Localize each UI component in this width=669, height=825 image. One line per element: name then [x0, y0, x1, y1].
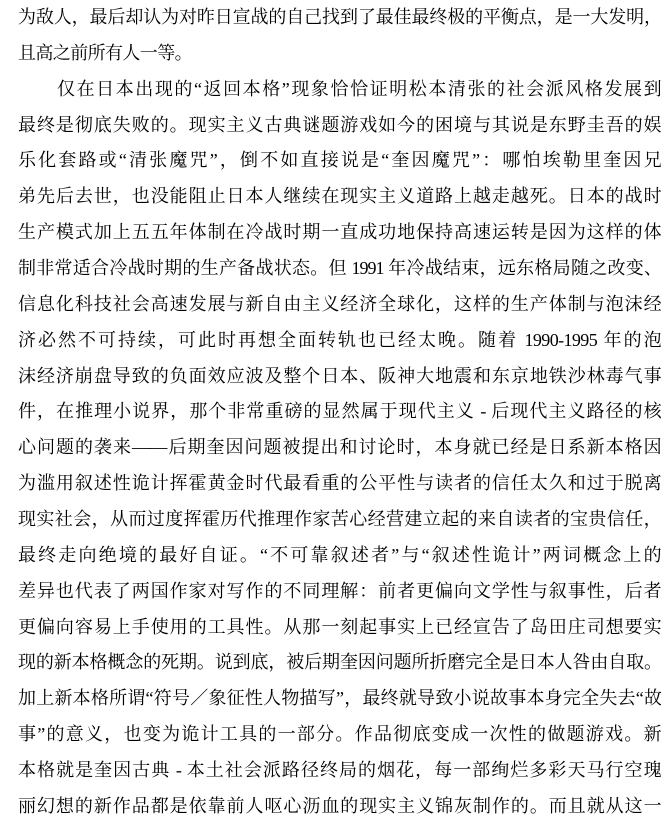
text-line: 信息化科技社会高速发展与新自由主义经济全球化，这样的生产体制与泡沫经: [18, 293, 661, 314]
text-line: 现实社会，从而过度挥霍历代推理作家苦心经营建立起的来自读者的宝贵信任，: [18, 509, 661, 530]
text-line: 更偏向容易上手使用的工具性。从那一刻起事实上已经宣告了岛田庄司想要实: [18, 616, 661, 637]
text-line: 济必然不可持续，可此时再想全面转轨也已经太晚。随着 1990-1995 年的泡: [18, 329, 661, 350]
text-line: 乐化套路或“清张魔咒”，倒不如直接说是“奎因魔咒”：哪怕埃勒里奎因兄: [18, 150, 661, 171]
text-line: 差异也代表了两国作家对写作的不同理解：前者更偏向文学性与叙事性，后者: [18, 580, 661, 601]
text-line: 现的新本格概念的死期。说到底，被后期奎因问题所折磨完全是日本人咎由自取。: [18, 652, 661, 673]
text-line: 本格就是奎因古典 - 本土社会派路径终局的烟花，每一部绚烂多彩天马行空瑰: [18, 760, 661, 781]
text-line: 件，在推理小说界，那个非常重磅的显然属于现代主义 - 后现代主义路径的核: [18, 401, 661, 422]
text-line: 心问题的袭来——后期奎因问题被提出和讨论时，本身就已经是日系新本格因: [18, 437, 661, 458]
paragraph-1: [18, 0, 661, 72]
text-line: 为滥用叙述性诡计挥霍黄金时代最看重的公平性与读者的信任太久和过于脱离: [18, 473, 661, 494]
paragraph-2: [18, 72, 661, 825]
text-line: 仅在日本出现的“返回本格”现象恰恰证明松本清张的社会派风格发展到: [57, 78, 661, 99]
text-line: 丽幻想的新作品都是依靠前人呕心沥血的现实主义锦灰制作的。而且就从这一: [18, 795, 661, 816]
text-line: 事”的意义，也变为诡计工具的一部分。作品彻底变成一次性的做题游戏。新: [18, 724, 661, 745]
text-line: 加上新本格所谓“符号／象征性人物描写”，最终就导致小说故事本身完全失去“故: [18, 688, 661, 709]
text-line: 弟先后去世，也没能阻止日本人继续在现实主义道路上越走越死。日本的战时: [18, 186, 661, 207]
text-line: 为敌人，最后却认为对昨日宣战的自己找到了最佳最终极的平衡点，是一大发明，: [18, 7, 661, 27]
text-line: 且高之前所有人一等。: [18, 42, 192, 63]
text-line: 制非常适合冷战时期的生产备战状态。但 1991 年冷战结束，远东格局随之改变、: [18, 258, 661, 279]
text-line: 生产模式加上五五年体制在冷战时期一直成功地保持高速运转是因为这样的体: [18, 222, 661, 243]
text-line: 沫经济崩盘导致的负面效应波及整个日本、阪神大地震和东京地铁沙林毒气事: [18, 365, 661, 386]
text-line: 最终是彻底失败的。现实主义古典谜题游戏如今的困境与其说是东野圭吾的娱: [18, 114, 661, 135]
text-line: 最终走向绝境的最好自证。“不可靠叙述者”与“叙述性诡计”两词概念上的: [18, 544, 661, 565]
